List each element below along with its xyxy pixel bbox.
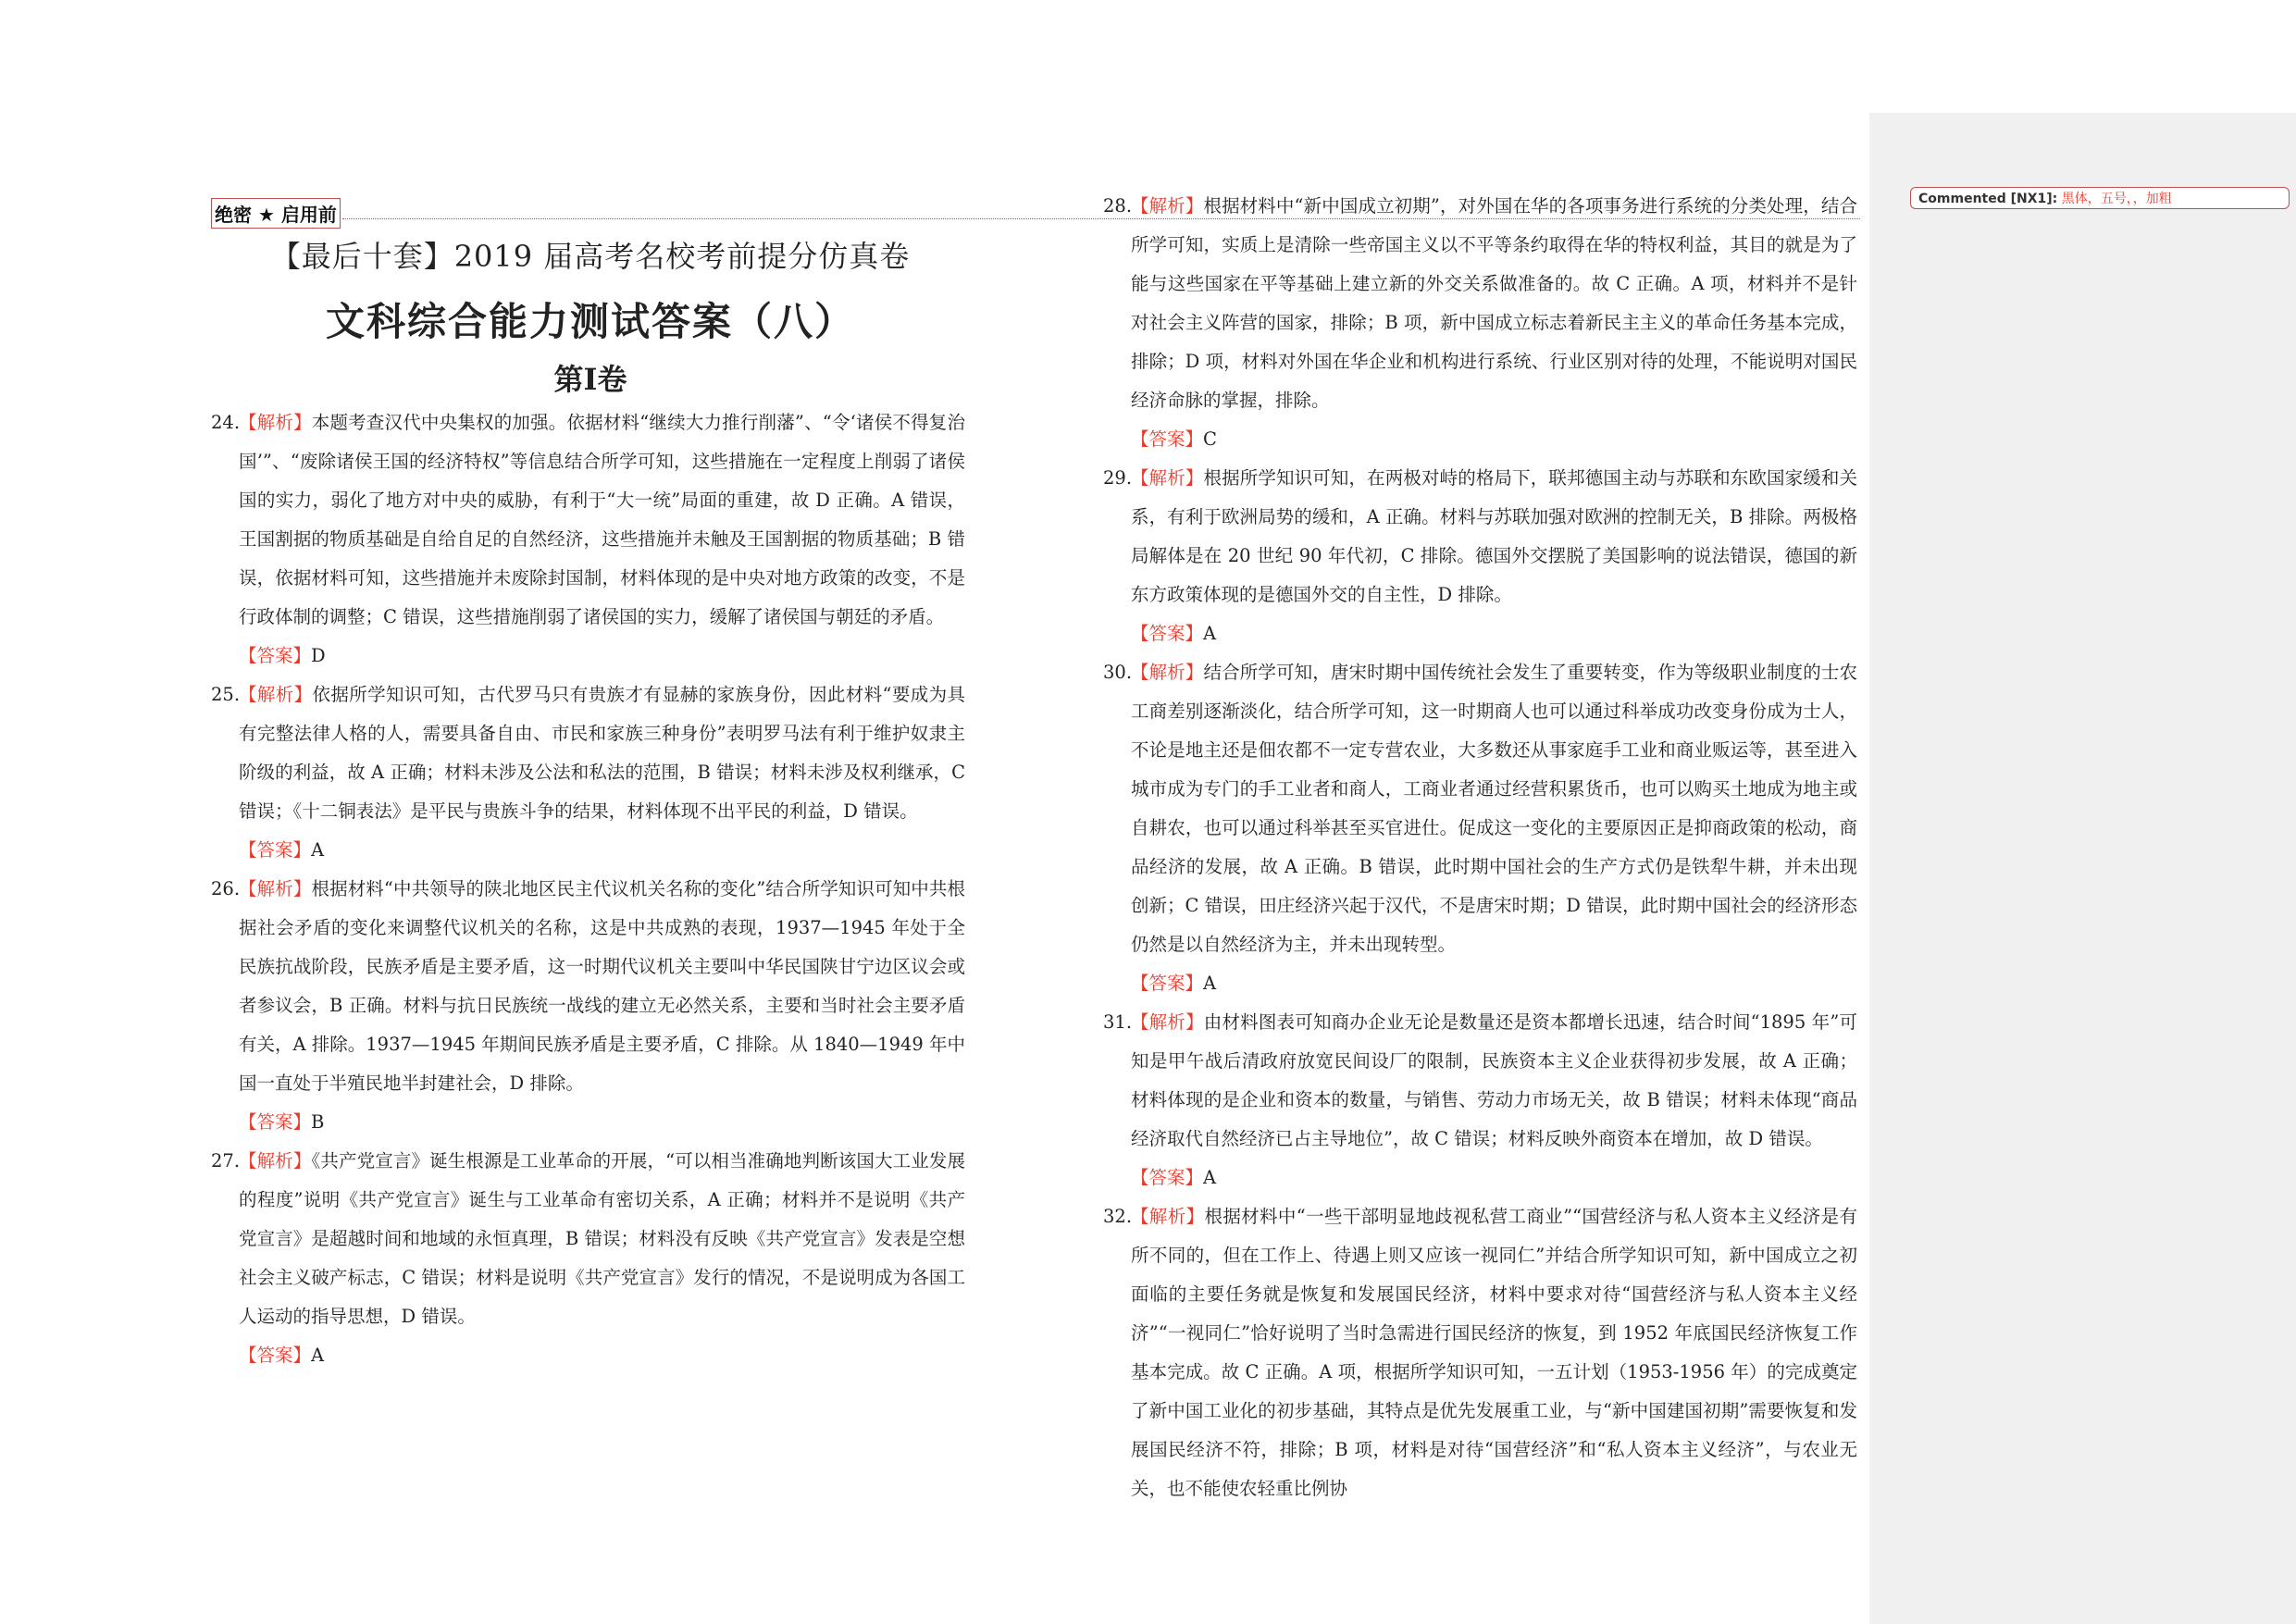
confidential-label: 绝密 ★ 启用前	[211, 198, 341, 229]
question-number: 28.	[1103, 195, 1133, 217]
question-number: 27.	[211, 1150, 241, 1172]
answer-value: A	[311, 1345, 325, 1366]
answer-value: D	[311, 645, 326, 666]
question-number: 26.	[211, 878, 241, 899]
question-number: 29.	[1103, 467, 1133, 489]
answer-24	[211, 637, 965, 676]
answer-tag: 【答案】	[1131, 623, 1204, 644]
analysis-text: 《共产党宣言》诞生根源是工业革命的开展，“可以相当准确地判断该国大工业发展的程度”说明《共产党宣言》诞生与工业革命有密切关系，A 正确；材料并不是说明《共产党宣言》是超越时间和地域的永恒真理，B 错误；材料没有反映《共产党宣言》发表是空想社会主义破产标志，C 错误；材料是说明《共产党宣言》发行的情况，不是说明成为各国工人运动的指导思想，D 错误。	[239, 1150, 965, 1327]
analysis-tag: 【解析】	[1131, 195, 1204, 217]
answer-tag: 【答案】	[239, 645, 312, 666]
analysis-tag: 【解析】	[239, 684, 313, 705]
comment-balloon[interactable]	[1910, 187, 2290, 209]
answer-tag: 【答案】	[1131, 428, 1204, 450]
analysis-tag: 【解析】	[239, 412, 312, 433]
answer-tag: 【答案】	[239, 1345, 312, 1366]
question-28	[1103, 187, 1857, 420]
answer-tag: 【答案】	[1131, 1167, 1204, 1188]
answer-28	[1103, 420, 1857, 459]
analysis-text: 本题考查汉代中央集权的加强。依据材料“继续大力推行削藩”、“令‘诸侯不得复治国’”、“废除诸侯王国的经济特权”等信息结合所学可知，这些措施在一定程度上削弱了诸侯国的实力，弱化了地方对中央的威胁，有利于“大一统”局面的重建，故 D 正确。A 错误，王国割据的物质基础是自给自足的自然经济，这些措施并未触及王国割据的物质基础；B 错误，依据材料可知，这些措施并未废除封国制，材料体现的是中央对地方政策的改变，不是行政体制的调整；C 错误，这些措施削弱了诸侯国的实力，缓解了诸侯国与朝廷的矛盾。	[239, 412, 965, 627]
answer-26	[211, 1103, 965, 1142]
question-29	[1103, 459, 1857, 614]
answer-title: 文科综合能力测试答案（八）	[325, 299, 855, 344]
analysis-tag: 【解析】	[239, 1150, 312, 1172]
analysis-tag: 【解析】	[1131, 662, 1204, 683]
answer-30	[1103, 964, 1857, 1003]
analysis-tag: 【解析】	[1131, 1206, 1205, 1227]
answer-tag: 【答案】	[239, 1111, 312, 1133]
comments-pane	[1869, 113, 2296, 1624]
right-column	[1103, 187, 1857, 1508]
answer-31	[1103, 1159, 1857, 1197]
question-27	[211, 1142, 965, 1336]
analysis-tag: 【解析】	[239, 878, 312, 899]
answer-25	[211, 831, 965, 870]
comment-text: 黑体，五号，，加粗	[2061, 192, 2172, 206]
analysis-tag: 【解析】	[1131, 1011, 1204, 1033]
question-25	[211, 676, 965, 831]
question-24	[211, 403, 965, 637]
answer-tag: 【答案】	[239, 839, 312, 861]
comment-author: Commented [NX1]:	[1918, 192, 2058, 206]
analysis-text: 根据材料中“一些干部明显地歧视私营工商业”“国营经济与私人资本主义经济是有所不同的，但在工作上、待遇上则又应该一视同仁”并结合所学知识可知，新中国成立之初面临的主要任务就是恢复和发展国民经济，材料中要求对待“国营经济与私人资本主义经济”“一视同仁”恰好说明了当时急需进行国民经济的恢复，到 1952 年底国民经济恢复工作基本完成。故 C 正确。A 项，根据所学知识可知，一五计划（1953-1956 年）的完成奠定了新中国工业化的初步基础，其特点是优先发展重工业，与“新中国建国初期”需要恢复和发展国民经济不符，排除；B 项，材料是对待“国营经济”和“私人资本主义经济”，与农业无关，也不能使农轻重比例协	[1131, 1206, 1857, 1499]
question-32	[1103, 1197, 1857, 1508]
answer-tag: 【答案】	[1131, 973, 1204, 994]
analysis-text: 由材料图表可知商办企业无论是数量还是资本都增长迅速，结合时间“1895 年”可知是甲午战后清政府放宽民间设厂的限制，民族资本主义企业获得初步发展，故 A 正确；材料体现的是企业和资本的数量，与销售、劳动力市场无关，故 B 错误；材料未体现“商品经济取代自然经济已占主导地位”，故 C 错误；材料反映外商资本在增加，故 D 错误。	[1131, 1011, 1857, 1149]
analysis-text: 依据所学知识可知，古代罗马只有贵族才有显赫的家族身份，因此材料“要成为具有完整法律人格的人，需要具备自由、市民和家族三种身份”表明罗马法有利于维护奴隶主阶级的利益，故 A 正确；材料未涉及公法和私法的范围，B 错误；材料未涉及权利继承，C 错误；《十二铜表法》是平民与贵族斗争的结果，材料体现不出平民的利益，D 错误。	[239, 684, 965, 822]
answer-value: A	[1203, 973, 1217, 994]
question-26	[211, 870, 965, 1103]
question-31	[1103, 1003, 1857, 1159]
question-30	[1103, 653, 1857, 964]
question-number: 25.	[211, 684, 241, 705]
analysis-text: 根据所学知识可知，在两极对峙的格局下，联邦德国主动与苏联和东欧国家缓和关系，有利于欧洲局势的缓和，A 正确。材料与苏联加强对欧洲的控制无关，B 排除。两极格局解体是在 20 世纪 90 年代初，C 排除。德国外交摆脱了美国影响的说法错误，德国的新东方政策体现的是德国外交的自主性，D 排除。	[1131, 467, 1857, 605]
answer-value: A	[1203, 623, 1217, 644]
analysis-tag: 【解析】	[1131, 467, 1204, 489]
question-number: 24.	[211, 412, 241, 433]
left-column	[211, 403, 965, 1375]
answer-value: A	[311, 839, 325, 861]
section-title: 第Ⅰ卷	[553, 362, 627, 397]
answer-29	[1103, 614, 1857, 653]
answer-value: C	[1203, 428, 1217, 450]
answer-value: A	[1203, 1167, 1217, 1188]
question-number: 32.	[1103, 1206, 1133, 1227]
analysis-text: 结合所学可知，唐宋时期中国传统社会发生了重要转变，作为等级职业制度的士农工商差别逐渐淡化，结合所学可知，这一时期商人也可以通过科举成功改变身份成为士人，不论是地主还是佃农都不一定专营农业，大多数还从事家庭手工业和商业贩运等，甚至进入城市成为专门的手工业者和商人，工商业者通过经营积累货币，也可以购买土地成为地主或自耕农，也可以通过科举甚至买官进仕。促成这一变化的主要原因正是抑商政策的松动，商品经济的发展，故 A 正确。B 错误，此时期中国社会的生产方式仍是铁犁牛耕，并未出现创新；C 错误，田庄经济兴起于汉代，不是唐宋时期；D 错误，此时期中国社会的经济形态仍然是以自然经济为主，并未出现转型。	[1131, 662, 1857, 955]
question-number: 30.	[1103, 662, 1133, 683]
analysis-text: 根据材料“中共领导的陕北地区民主代议机关名称的变化”结合所学知识可知中共根据社会矛盾的变化来调整代议机关的名称，这是中共成熟的表现，1937—1945 年处于全民族抗战阶段，民族矛盾是主要矛盾，这一时期代议机关主要叫中华民国陕甘宁边区议会或者参议会，B 正确。材料与抗日民族统一战线的建立无必然关系，主要和当时社会主要矛盾有关，A 排除。1937—1945 年期间民族矛盾是主要矛盾，C 排除。从 1840—1949 年中国一直处于半殖民地半封建社会，D 排除。	[239, 878, 965, 1094]
analysis-text: 根据材料中“新中国成立初期”，对外国在华的各项事务进行系统的分类处理，结合所学可知，实质上是清除一些帝国主义以不平等条约取得在华的特权利益，其目的就是为了能与这些国家在平等基础上建立新的外交关系做准备的。故 C 正确。A 项，材料并不是针对社会主义阵营的国家，排除；B 项，新中国成立标志着新民主主义的革命任务基本完成，排除；D 项，材料对外国在华企业和机构进行系统、行业区别对待的处理，不能说明对国民经济命脉的掌握，排除。	[1131, 195, 1857, 411]
question-number: 31.	[1103, 1011, 1133, 1033]
exam-title: 【最后十套】2019 届高考名校考前提分仿真卷	[270, 239, 911, 274]
answer-27	[211, 1336, 965, 1375]
answer-value: B	[311, 1111, 325, 1133]
